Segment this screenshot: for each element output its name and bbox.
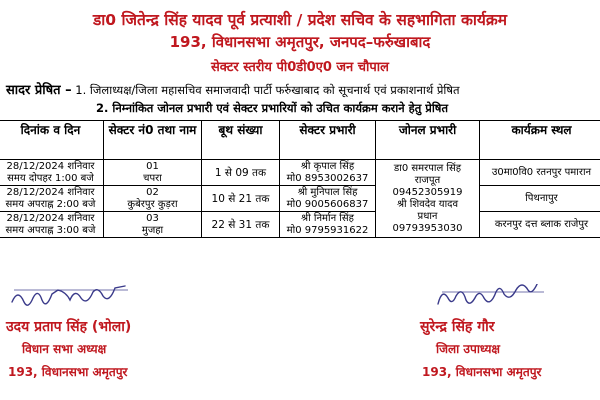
- cell-incharge: [280, 186, 376, 212]
- date-text: 28/12/2024 शनिवार: [6, 186, 95, 198]
- sector-name: कुबेरपुर कुड़रा: [127, 198, 178, 210]
- incharge-name: श्री मुनिपाल सिंह: [297, 186, 358, 198]
- header-date: दिनांक व दिन: [0, 121, 104, 160]
- header-sector: सेक्टर नं0 तथा नाम: [104, 121, 202, 160]
- date-text: 28/12/2024 शनिवार: [6, 160, 95, 172]
- incharge-name: श्री निर्मान सिंह: [301, 212, 354, 224]
- cell-venue: पिथनापुर: [480, 186, 600, 212]
- zonal-line-2: राजपूत: [414, 174, 441, 186]
- header-constituency: 193, विधानसभा अमृतपुर, जनपद–फर्रुखाबाद: [169, 33, 431, 51]
- cell-date: [0, 186, 104, 212]
- sector-name: मुजहा: [141, 224, 164, 236]
- cell-zonal: [376, 160, 480, 238]
- header-booth: बूथ संख्या: [202, 121, 280, 160]
- zonal-line-4: श्री शिवदेव यादव: [396, 198, 459, 210]
- signatory-left-place: 193, विधानसभा अमृतपुर: [8, 365, 128, 379]
- incharge-mobile: मो0 8953002637: [286, 172, 369, 184]
- cell-sector: [104, 212, 202, 238]
- presit-item-1: 1. जिलाध्यक्ष/जिला महासचिव समाजवादी पार्टी फर्रुखाबाद को सूचनार्थ एवं प्रकाशनार्थ प्रेषित: [75, 83, 460, 97]
- signatory-right-role: जिला उपाध्यक्ष: [436, 342, 501, 356]
- cell-incharge: [280, 160, 376, 186]
- signatory-right-place: 193, विधानसभा अमृतपुर: [422, 365, 542, 379]
- cell-date: [0, 160, 104, 186]
- header-event: सेक्टर स्तरीय पी0डी0ए0 जन चौपाल: [211, 60, 389, 75]
- sector-number: 03: [146, 212, 159, 224]
- table-header-row: [0, 121, 600, 160]
- time-text: समय अपराह्न 2:00 बजे: [5, 198, 96, 210]
- time-text: समय दोपहर 1:00 बजे: [7, 172, 94, 184]
- signatory-left-name: उदय प्रताप सिंह (भोला): [6, 319, 132, 335]
- signature-left: [8, 280, 138, 314]
- cell-date: [0, 212, 104, 238]
- cell-incharge: [280, 212, 376, 238]
- sector-number: 01: [146, 160, 159, 172]
- zonal-line-6: 09793953030: [392, 222, 463, 234]
- signature-right: [434, 284, 554, 314]
- sector-name: चपरा: [143, 172, 162, 184]
- table-row: [0, 160, 600, 186]
- header-venue: कार्यक्रम स्थल: [480, 121, 600, 160]
- header-sector-incharge: सेक्टर प्रभारी: [280, 121, 376, 160]
- header-title: डा0 जितेन्द्र सिंह यादव पूर्व प्रत्याशी / प्रदेश सचिव के सहभागिता कार्यक्रम: [92, 11, 508, 29]
- cell-booth: 1 से 09 तक: [202, 160, 280, 186]
- incharge-mobile: मो0 9005606837: [286, 198, 369, 210]
- signature-left-scribble: [8, 280, 138, 314]
- header-zonal: जोनल प्रभारी: [376, 121, 480, 160]
- time-text: समय अपराह्न 3:00 बजे: [5, 224, 96, 236]
- schedule-table: [0, 120, 600, 238]
- date-text: 28/12/2024 शनिवार: [6, 212, 95, 224]
- cell-venue: करनपुर दत्त ब्लाक राजेपुर: [480, 212, 600, 238]
- zonal-line-1: डा0 समरपाल सिंह: [393, 162, 462, 174]
- table-row: [0, 186, 600, 212]
- incharge-name: श्री कृपाल सिंह: [300, 160, 355, 172]
- signatory-right-name: सुरेन्द्र सिंह गौर: [420, 319, 495, 335]
- cell-sector: [104, 186, 202, 212]
- signature-right-scribble: [434, 284, 554, 314]
- presit-line-1: [6, 80, 460, 98]
- signatory-left-role: विधान सभा अध्यक्ष: [22, 342, 107, 356]
- cell-sector: [104, 160, 202, 186]
- cell-booth: 22 से 31 तक: [202, 212, 280, 238]
- zonal-line-3: 09452305919: [392, 186, 463, 198]
- zonal-line-5: प्रधान: [417, 210, 438, 222]
- table-row: [0, 212, 600, 238]
- incharge-mobile: मो0 9795931622: [286, 224, 369, 236]
- presit-item-2: 2. निम्नांकित जोनल प्रभारी एवं सेक्टर प्रभारियों को उचित कार्यक्रम कराने हेतु प्रेषित: [96, 101, 449, 115]
- cell-venue: उ0मा0वि0 रतनपुर पमारान: [480, 160, 600, 186]
- sector-number: 02: [146, 186, 159, 198]
- cell-booth: 10 से 21 तक: [202, 186, 280, 212]
- presit-label: सादर प्रेषित –: [6, 83, 72, 98]
